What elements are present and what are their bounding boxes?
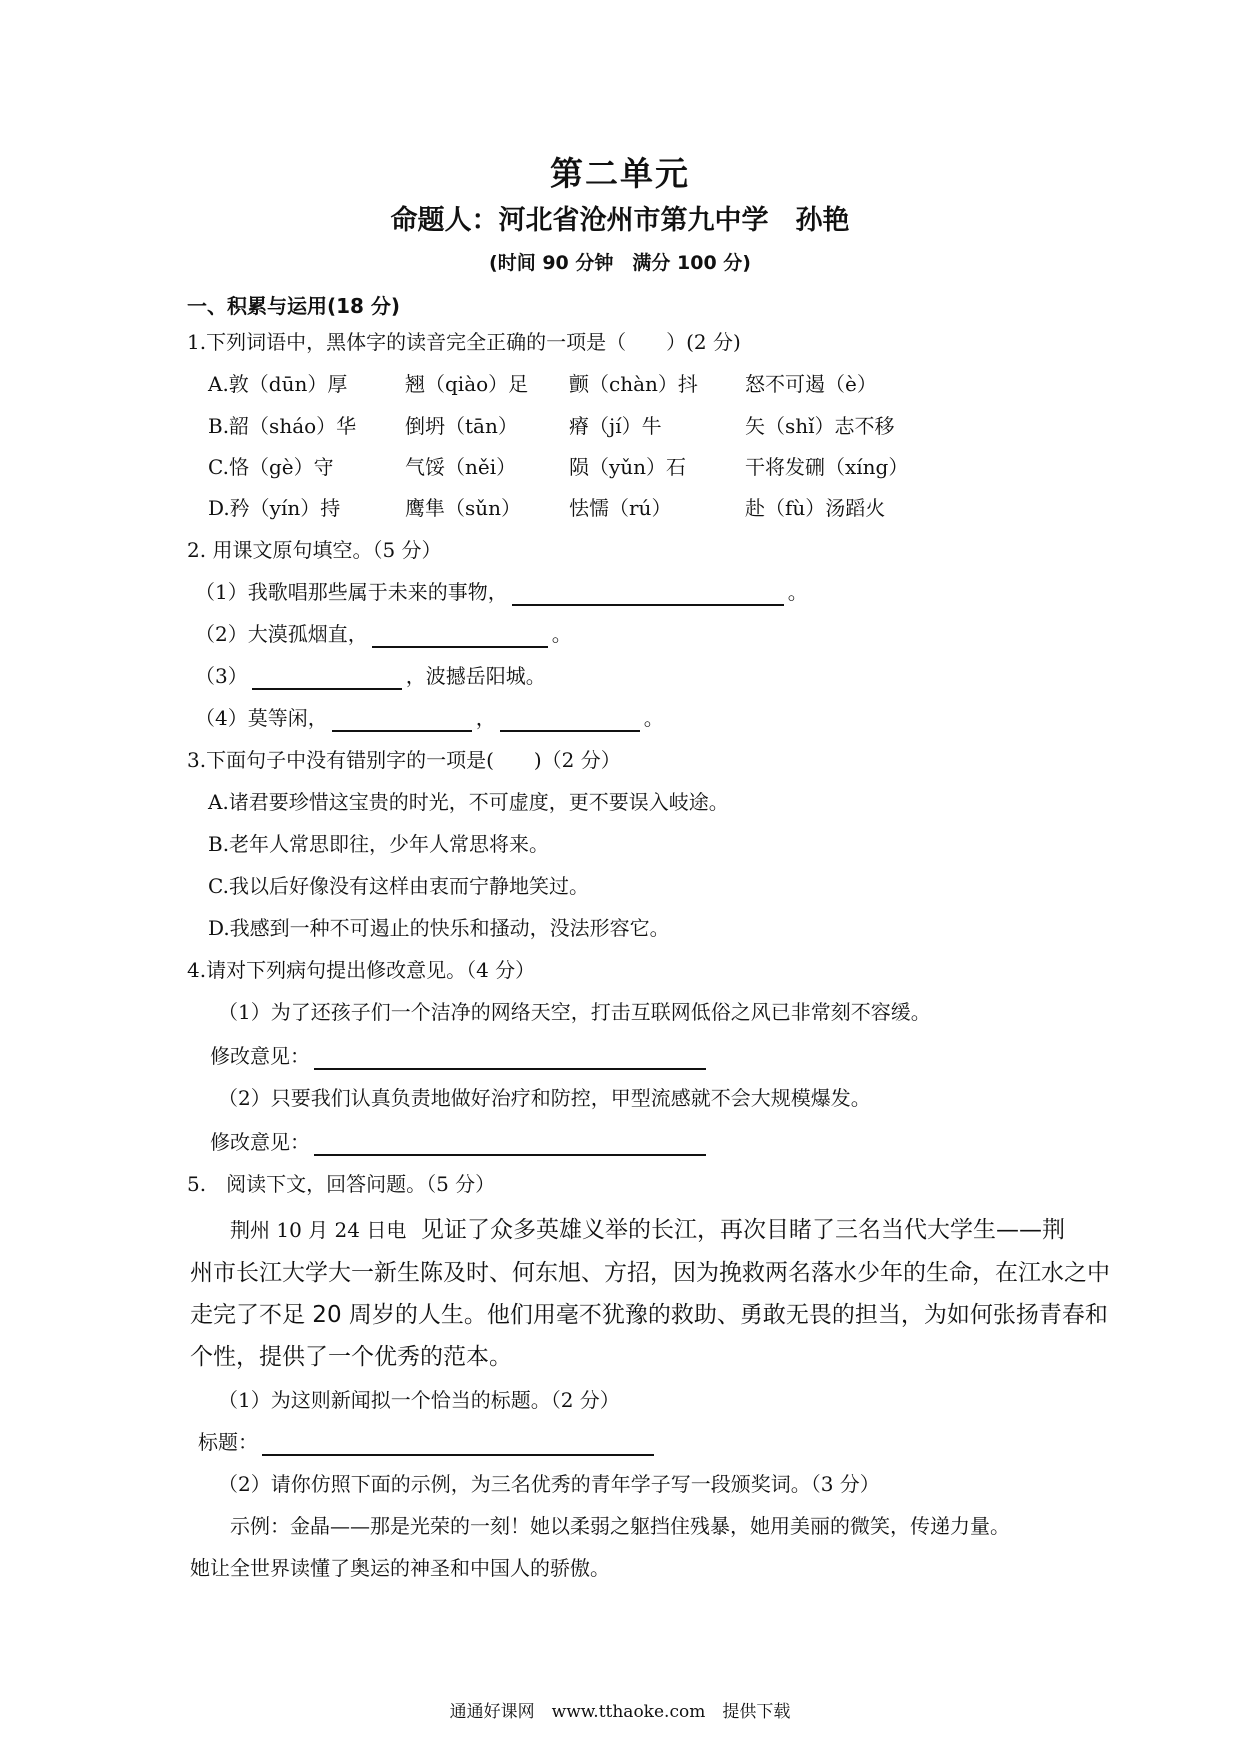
answer-blank[interactable] [500, 708, 640, 732]
news-line-1 [230, 1215, 1065, 1245]
revise-label: 修改意见： [210, 1130, 310, 1154]
news-line-4: 个性，提供了一个优秀的范本。 [190, 1344, 512, 1370]
unit-title: 第二单元 [550, 154, 690, 193]
section-heading: 一、积累与运用(18 分) [187, 294, 401, 318]
q3-option-a: A.诸君要珍惜这宝贵的时光，不可虚度，更不要误入岐途。 [208, 790, 729, 814]
q1-option-b-4: 矢（shǐ）志不移 [745, 414, 895, 438]
q1-option-b-1: B.韶（sháo）华 [208, 414, 357, 438]
news-text-1: 见证了众多英雄义举的长江，再次目睹了三名当代大学生——荆 [420, 1217, 1065, 1243]
question-2-stem: 2. 用课文原句填空。（5 分） [187, 538, 442, 562]
q1-option-d-2: 鹰隼（sǔn） [405, 496, 522, 520]
footer-credit: 通通好课网 www.tthaoke.com 提供下载 [449, 1702, 791, 1722]
time-info: (时间 90 分钟 满分 100 分) [489, 252, 751, 274]
answer-blank[interactable] [252, 666, 402, 690]
q2-item-3-post: ，波撼岳阳城。 [405, 664, 546, 688]
news-dateline: 荆州 10 月 24 日电 [230, 1218, 407, 1242]
q2-item-3 [195, 662, 546, 690]
answer-blank[interactable] [372, 624, 548, 648]
q1-option-c-2: 气馁（něi） [405, 455, 517, 479]
q5-sub-1: （1）为这则新闻拟一个恰当的标题。（2 分） [218, 1388, 620, 1412]
q5-example-1: 示例：金晶——那是光荣的一刻！她以柔弱之躯挡住残暴，她用美丽的微笑，传递力量。 [230, 1514, 1010, 1538]
q1-option-a-1: A.敦（dūn）厚 [208, 372, 348, 396]
q4-revise-1 [210, 1042, 710, 1070]
q1-option-d-3: 怯懦（rú） [569, 496, 672, 520]
q1-option-c-3: 陨（yǔn）石 [569, 455, 687, 479]
question-3-stem: 3.下面句子中没有错别字的一项是( )（2 分） [187, 748, 621, 772]
q5-sub-2: （2）请你仿照下面的示例，为三名优秀的青年学子写一段颁奖词。（3 分） [218, 1472, 880, 1496]
question-5-stem: 5. 阅读下文，回答问题。（5 分） [187, 1172, 496, 1196]
answer-blank[interactable] [512, 582, 784, 606]
q4-sentence-2: （2）只要我们认真负责地做好治疗和防控，甲型流感就不会大规模爆发。 [218, 1086, 871, 1110]
q1-option-c-1: C.恪（gè）守 [208, 455, 334, 479]
q2-item-1-post: 。 [787, 580, 808, 604]
revise-label: 修改意见： [210, 1044, 310, 1068]
q1-option-b-2: 倒坍（tān） [405, 414, 518, 438]
question-1-stem: 1.下列词语中，黑体字的读音完全正确的一项是（ ）(2 分) [187, 330, 741, 354]
q4-revise-2 [210, 1128, 710, 1156]
q3-option-b: B.老年人常思即往，少年人常思将来。 [208, 832, 550, 856]
q3-option-d: D.我感到一种不可遏止的快乐和搔动，没法形容它。 [208, 916, 670, 940]
q2-item-4 [195, 704, 664, 732]
q1-option-a-3: 颤（chàn）抖 [569, 372, 698, 396]
answer-blank[interactable] [314, 1132, 706, 1156]
q5-example-2: 她让全世界读懂了奥运的神圣和中国人的骄傲。 [190, 1556, 610, 1580]
answer-blank[interactable] [332, 708, 472, 732]
author-line: 命题人：河北省沧州市第九中学 孙艳 [390, 205, 850, 236]
q1-option-a-2: 翘（qiào）足 [405, 372, 529, 396]
q2-item-3-pre: （3） [195, 664, 248, 688]
q2-item-4-post: 。 [643, 706, 664, 730]
answer-blank[interactable] [314, 1046, 706, 1070]
news-line-3: 走完了不足 20 周岁的人生。他们用毫不犹豫的救助、勇敢无畏的担当，为如何张扬青春和 [190, 1302, 1108, 1328]
q2-item-2 [195, 620, 572, 648]
title-label: 标题： [198, 1430, 258, 1454]
q2-item-1-pre: （1）我歌唱那些属于未来的事物， [195, 580, 508, 604]
answer-blank[interactable] [262, 1432, 654, 1456]
q2-item-4-pre: （4）莫等闲， [195, 706, 328, 730]
q2-item-4-mid: ， [475, 706, 496, 730]
news-line-2: 州市长江大学大一新生陈及时、何东旭、方招，因为挽救两名落水少年的生命，在江水之中 [190, 1260, 1110, 1286]
q3-option-c: C.我以后好像没有这样由衷而宁静地笑过。 [208, 874, 589, 898]
q1-option-d-4: 赴（fù）汤蹈火 [745, 496, 886, 520]
q5-title-line [198, 1428, 658, 1456]
question-4-stem: 4.请对下列病句提出修改意见。（4 分） [187, 958, 536, 982]
q2-item-1 [195, 578, 808, 606]
q1-option-b-3: 瘠（jí）牛 [569, 414, 662, 438]
q1-option-d-1: D.矜（yín）持 [208, 496, 341, 520]
q1-option-a-4: 怒不可遏（è） [745, 372, 877, 396]
q1-option-c-4: 干将发硎（xíng） [745, 455, 909, 479]
q2-item-2-post: 。 [551, 622, 572, 646]
q2-item-2-pre: （2）大漠孤烟直， [195, 622, 368, 646]
q4-sentence-1: （1）为了还孩子们一个洁净的网络天空，打击互联网低俗之风已非常刻不容缓。 [218, 1000, 931, 1024]
